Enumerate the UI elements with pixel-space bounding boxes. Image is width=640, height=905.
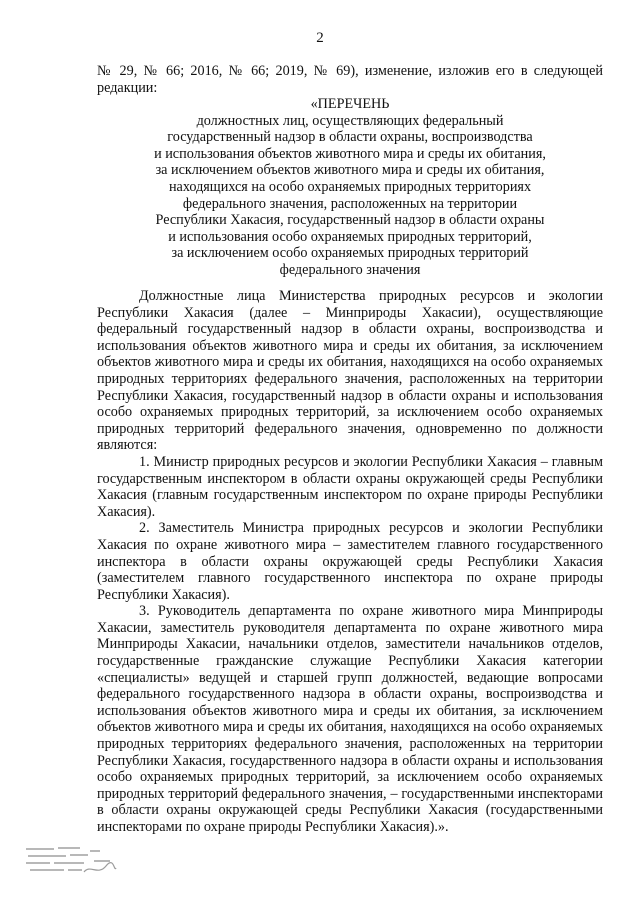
title-line: за исключением особо охраняемых природных территорий — [171, 245, 529, 262]
title-line: находящихся на особо охраняемых природных территориях — [168, 178, 532, 195]
title-line: и использования особо охраняемых природных территорий, — [168, 228, 532, 245]
title-line: за исключением объектов животного мира и среды их обитания, — [155, 162, 545, 179]
approval-stamp — [24, 842, 118, 880]
list-title-block — [97, 96, 603, 279]
paragraph-item-1: 1. Министр природных ресурсов и экологии Республики Хакасия – главным государственным инспектором в области охраны окружающей среды Республики Хакасия (главным государственным инспектором по охране природы Республики Хакасия). — [97, 453, 603, 520]
title-line: должностных лиц, осуществляющих федеральный — [196, 112, 504, 129]
page-number: 2 — [316, 30, 324, 46]
title-line: федерального значения, расположенных на территории — [182, 195, 518, 212]
title-line: и использования объектов животного мира и среды их обитания, — [154, 145, 546, 162]
paragraph-item-2: 2. Заместитель Министра природных ресурсов и экологии Республики Хакасия по охране животного мира – заместителем главного государственного инспектора в области охраны окружающей среды Республики Хакасия (заместителем главного государственного инспектора по охране природы Республики Хакасия). — [97, 520, 603, 603]
title-line: «ПЕРЕЧЕНЬ — [310, 96, 390, 112]
paragraph-item-3: 3. Руководитель департамента по охране животного мира Минприроды Хакасии, заместитель руководителя департамента по охране животного мира Минприроды Хакасии, начальники отделов, заместители начальников отделов, государственные гражданские служащие Республики Хакасия категории «специалисты» ведущей и старшей групп должностей, ведающие вопросами федерального государственного надзора в области охраны, воспроизводства и использования объектов животного мира и среды их обитания, за исключением объектов животного мира и среды их обитания, находящихся на особо охраняемых природных территориях федерального значения, расположенных на территории Республики Хакасия, государственного надзора в области охраны и использования особо охраняемых природных территорий, за исключением особо охраняемых природных территорий федерального значения, – государственными инспекторами в области охраны окружающей среды Республики Хакасия (государственными инспекторами по охране природы Республики Хакасия).». — [97, 603, 603, 835]
main-text — [97, 288, 603, 836]
intro-paragraph: № 29, № 66; 2016, № 66; 2019, № 69), изменение, изложив его в следующей редакции: — [97, 63, 603, 96]
title-line: государственный надзор в области охраны, воспроизводства — [167, 129, 533, 146]
title-line: Республики Хакасия, государственный надзор в области охраны — [155, 212, 545, 229]
title-line: федерального значения — [279, 261, 421, 278]
paragraph-intro: Должностные лица Министерства природных ресурсов и экологии Республики Хакасия (далее – Минприроды Хакасии), осуществляющие федеральный государственный надзор в области охраны, воспроизводства и использования объектов животного мира и среды их обитания, за исключением объектов животного мира и среды их обитания, находящихся на особо охраняемых природных территориях федерального значения, расположенных на территории Республики Хакасия, государственный надзор в области охраны и использования особо охраняемых природных территорий, за исключением особо охраняемых природных территорий федерального значения, одновременно по должности являются: — [97, 288, 603, 454]
